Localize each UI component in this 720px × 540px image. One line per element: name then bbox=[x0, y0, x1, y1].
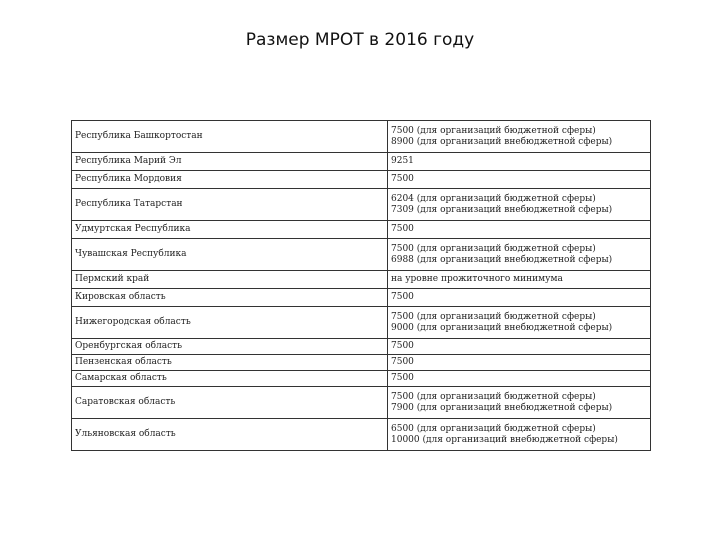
table-row bbox=[72, 387, 651, 419]
table-row bbox=[72, 339, 651, 355]
value-line: 7500 bbox=[391, 373, 414, 383]
value-line: 7500 (для организаций бюджетной сферы) bbox=[391, 391, 596, 402]
value-line: 7500 bbox=[391, 292, 414, 302]
table-row bbox=[72, 371, 651, 387]
value-cell bbox=[388, 289, 651, 307]
page-title: Размер МРОТ в 2016 году bbox=[245, 30, 475, 50]
value-cell bbox=[388, 121, 651, 153]
region-cell: Нижегородская область bbox=[72, 307, 388, 339]
value-cell bbox=[388, 239, 651, 271]
value-line: 8900 (для организаций внебюджетной сферы) bbox=[391, 136, 613, 147]
mrot-table bbox=[71, 120, 651, 451]
region-cell: Ульяновская область bbox=[72, 419, 388, 451]
region-cell: Республика Башкортостан bbox=[72, 121, 388, 153]
value-line: 7500 bbox=[391, 341, 414, 351]
value-line: 6988 (для организаций внебюджетной сферы) bbox=[391, 254, 613, 265]
table-row bbox=[72, 189, 651, 221]
table-row bbox=[72, 221, 651, 239]
region-cell: Республика Марий Эл bbox=[72, 153, 388, 171]
value-cell bbox=[388, 419, 651, 451]
table-row bbox=[72, 355, 651, 371]
value-line: на уровне прожиточного минимума bbox=[391, 274, 563, 284]
value-cell bbox=[388, 271, 651, 289]
value-line: 7500 (для организаций бюджетной сферы) bbox=[391, 311, 596, 322]
region-cell: Самарская область bbox=[72, 371, 388, 387]
value-line: 9251 bbox=[391, 156, 414, 166]
value-line: 7500 (для организаций бюджетной сферы) bbox=[391, 243, 596, 254]
table-row bbox=[72, 153, 651, 171]
region-cell: Республика Мордовия bbox=[72, 171, 388, 189]
mrot-table-body bbox=[72, 121, 651, 451]
value-line: 7500 bbox=[391, 357, 414, 367]
table-row bbox=[72, 121, 651, 153]
region-cell: Удмуртская Республика bbox=[72, 221, 388, 239]
region-cell: Пензенская область bbox=[72, 355, 388, 371]
value-cell bbox=[388, 339, 651, 355]
region-cell: Пермский край bbox=[72, 271, 388, 289]
table-row bbox=[72, 171, 651, 189]
value-line: 6204 (для организаций бюджетной сферы) bbox=[391, 193, 596, 204]
value-line: 9000 (для организаций внебюджетной сферы) bbox=[391, 322, 613, 333]
table-row bbox=[72, 307, 651, 339]
value-cell bbox=[388, 221, 651, 239]
region-cell: Кировская область bbox=[72, 289, 388, 307]
region-cell: Чувашская Республика bbox=[72, 239, 388, 271]
value-line: 7500 (для организаций бюджетной сферы) bbox=[391, 125, 596, 136]
value-line: 7500 bbox=[391, 224, 414, 234]
value-line: 6500 (для организаций бюджетной сферы) bbox=[391, 423, 596, 434]
table-row bbox=[72, 289, 651, 307]
value-cell bbox=[388, 153, 651, 171]
value-cell bbox=[388, 387, 651, 419]
table-row bbox=[72, 271, 651, 289]
value-line: 7900 (для организаций внебюджетной сферы) bbox=[391, 402, 613, 413]
value-cell bbox=[388, 189, 651, 221]
value-line: 10000 (для организаций внебюджетной сферы) bbox=[391, 434, 618, 445]
region-cell: Оренбургская область bbox=[72, 339, 388, 355]
table-row bbox=[72, 239, 651, 271]
value-cell bbox=[388, 355, 651, 371]
value-line: 7500 bbox=[391, 174, 414, 184]
region-cell: Саратовская область bbox=[72, 387, 388, 419]
value-line: 7309 (для организаций внебюджетной сферы) bbox=[391, 204, 613, 215]
value-cell bbox=[388, 307, 651, 339]
table-row bbox=[72, 419, 651, 451]
value-cell bbox=[388, 171, 651, 189]
region-cell: Республика Татарстан bbox=[72, 189, 388, 221]
value-cell bbox=[388, 371, 651, 387]
